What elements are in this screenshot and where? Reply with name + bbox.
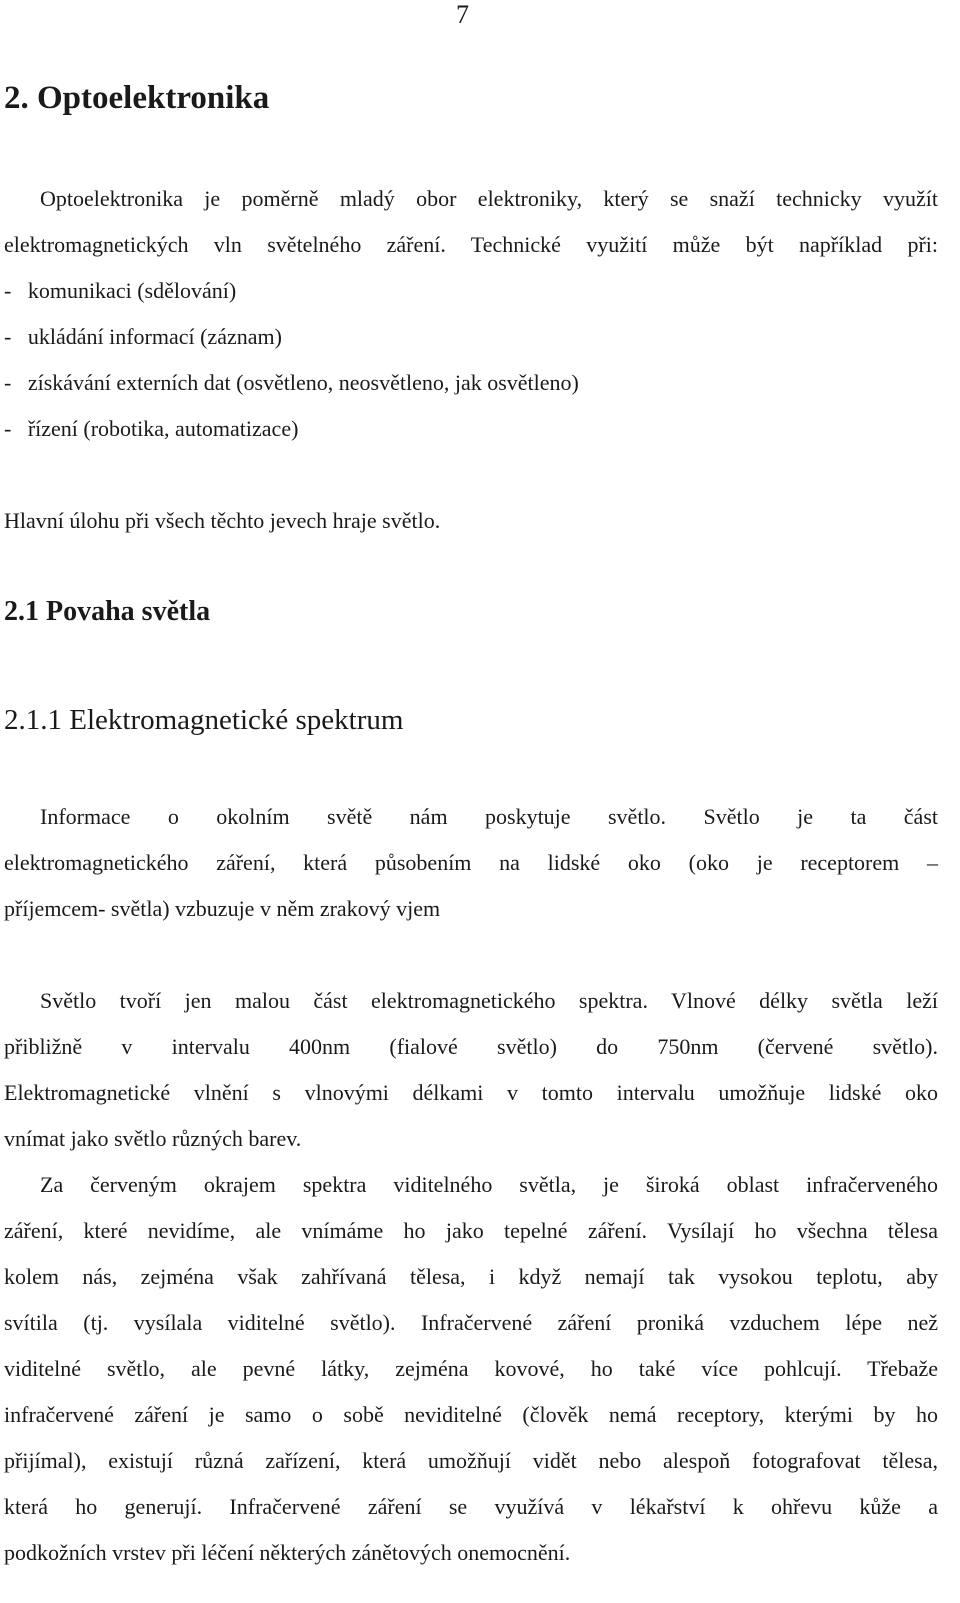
intro-line: elektromagnetických vln světelného záření. Technické využití může být například při: [4,232,938,257]
paragraph-line: Informace o okolním světě nám poskytuje světlo. Světlo je ta část [40,804,938,829]
intro-line: Optoelektronika je poměrně mladý obor elektroniky, který se snaží technicky využít [40,186,938,211]
chapter-title: 2. Optoelektronika [4,80,270,116]
paragraph-line: přibližně v intervalu 400nm (fialové světlo) do 750nm (červené světlo). [4,1034,938,1059]
list-item: - ukládání informací (záznam) [4,324,282,349]
paragraph-line: záření, které nevidíme, ale vnímáme ho jako tepelné záření. Vysílají ho všechna tělesa [4,1218,938,1243]
page-number: 7 [456,0,469,29]
paragraph-line: přijímal), existují různá zařízení, která umožňují vidět nebo alespoň fotografovat tělesa, [4,1448,938,1473]
subsection-title: 2.1.1 Elektromagnetické spektrum [4,704,404,736]
paragraph-line: Za červeným okrajem spektra viditelného světla, je široká oblast infračerveného [40,1172,938,1197]
paragraph-line: podkožních vrstev při léčení některých zánětových onemocnění. [4,1540,571,1565]
paragraph-line: vnímat jako světlo různých barev. [4,1126,302,1151]
paragraph-line: Elektromagnetické vlnění s vlnovými délkami v tomto intervalu umožňuje lidské oko [4,1080,938,1105]
list-item: - získávání externích dat (osvětleno, neosvětleno, jak osvětleno) [4,370,579,395]
paragraph-line: Světlo tvoří jen malou část elektromagnetického spektra. Vlnové délky světla leží [40,988,938,1013]
paragraph-line: příjemcem- světla) vzbuzuje v něm zrakový vjem [4,896,441,921]
list-item: - řízení (robotika, automatizace) [4,416,299,441]
paragraph-line: infračervené záření je samo o sobě neviditelné (člověk nemá receptory, kterými by ho [4,1402,938,1427]
paragraph-line: která ho generují. Infračervené záření se využívá v lékařství k ohřevu kůže a [4,1494,938,1519]
paragraph-line: elektromagnetického záření, která působením na lidské oko (oko je receptorem – [4,850,938,875]
list-item: - komunikaci (sdělování) [4,278,237,303]
section-title: 2.1 Povaha světla [4,596,211,627]
intro-conclusion: Hlavní úlohu při všech těchto jevech hraje světlo. [4,508,441,533]
paragraph-line: viditelné světlo, ale pevné látky, zejména kovové, ho také více pohlcují. Třebaže [4,1356,938,1381]
paragraph-line: svítila (tj. vysílala viditelné světlo). Infračervené záření proniká vzduchem lépe než [4,1310,938,1335]
paragraph-line: kolem nás, zejména však zahřívaná tělesa, i když nemají tak vysokou teplotu, aby [4,1264,938,1289]
